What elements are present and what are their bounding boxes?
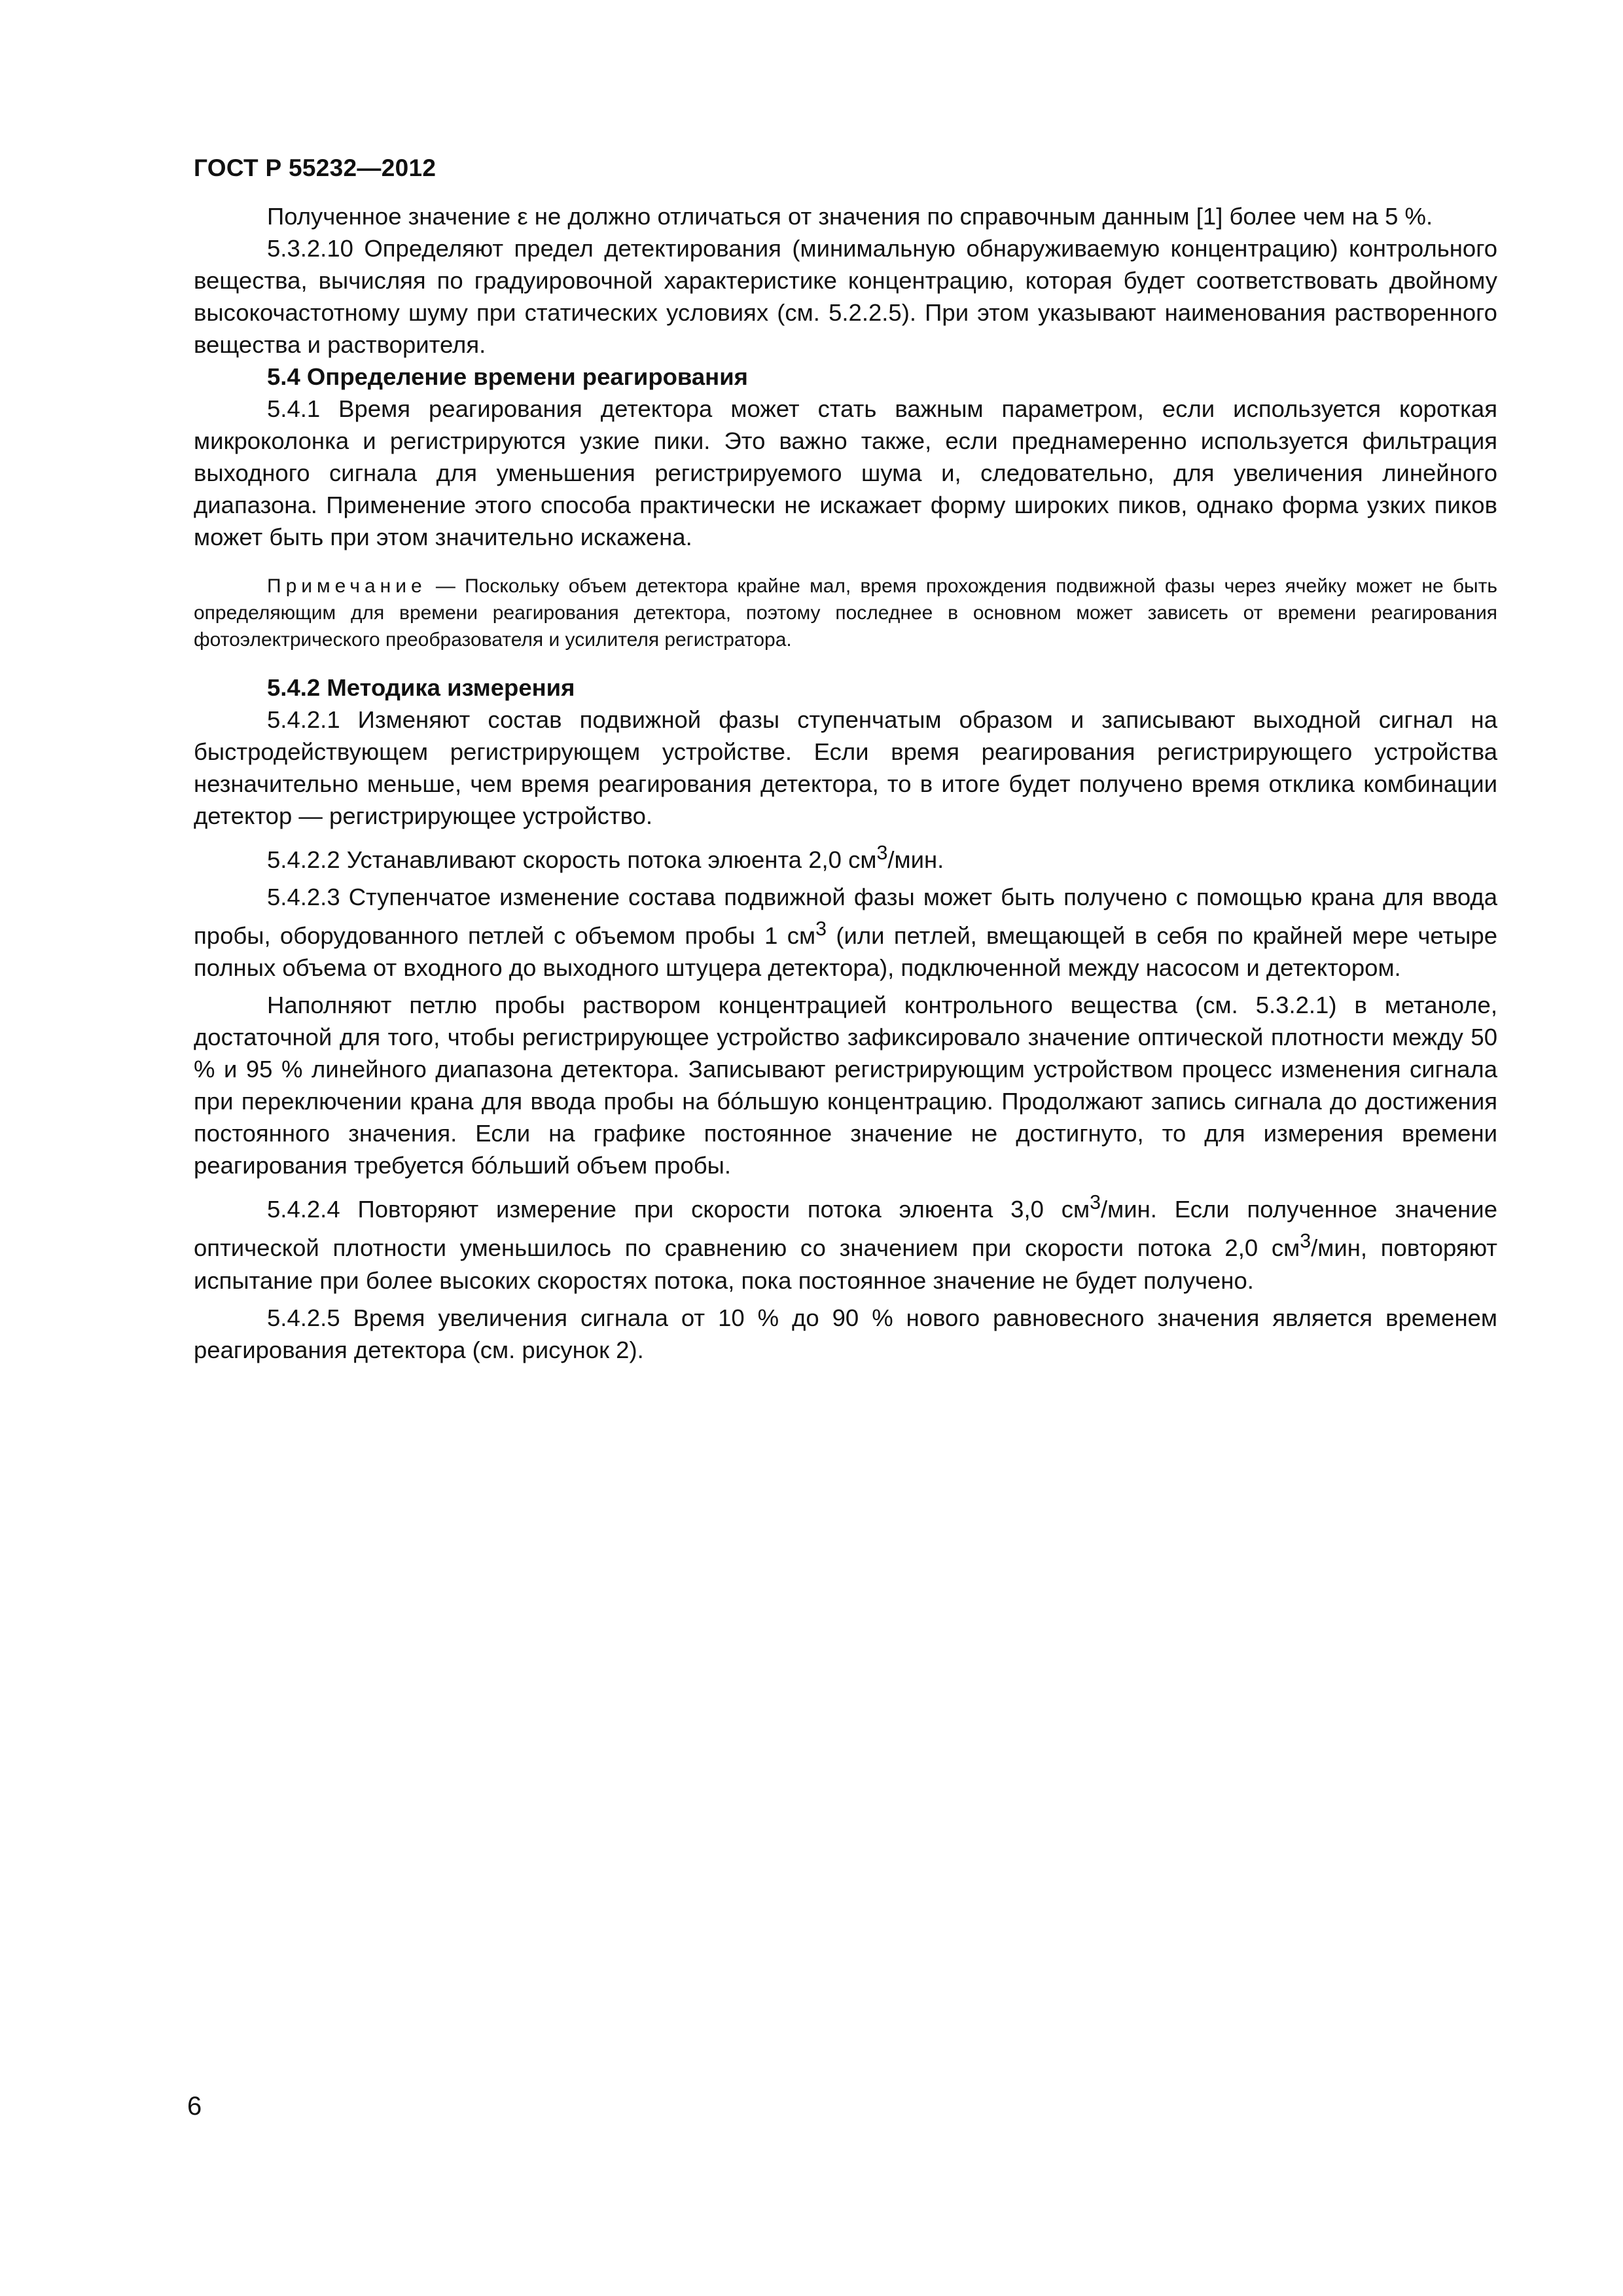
paragraph-5-4-2-1: 5.4.2.1 Изменяют состав подвижной фазы ступенчатым образом и записывают выходной сигнал на быстродействующем регистрирующем устройстве. Если время реагирования регистрирующего устройства незначительно меньше, чем время реагирования детектора, то в итоге будет получено время отклика комбинации детектор — регистрирующее устройство. (194, 706, 1497, 829)
paragraph-5-4-1: 5.4.1 Время реагирования детектора может стать важным параметром, если используется короткая микроколонка и регистрируются узкие пики. Это важно также, если преднамеренно используется фильтрация выходного сигнала для уменьшения регистрируемого шума и, следовательно, для увеличения линейного диапазона. Применение этого способа практически не искажает форму широких пиков, однако форма узких пиков может быть при этом значительно искажена. (194, 395, 1497, 550)
text-segment: 5.4.2.3 Ступенчатое изменение состава подвижной фазы может быть получено с помощью крана для ввода пробы, оборудованного петлей с объемом пробы 1 см (194, 884, 1497, 950)
note-text: — Поскольку объем детектора крайне мал, время прохождения подвижной фазы через ячейку может не быть определяющим для времени реагирования детектора, поэтому последнее в основном может зависеть от времени реагирования фотоэлектрического преобразователя и усилителя регистратора. (194, 575, 1497, 651)
page-content (194, 200, 1497, 1366)
superscript: 3 (815, 918, 827, 941)
text-segment: /мин. (887, 846, 944, 874)
paragraph-fill-loop: Наполняют петлю пробы раствором концентрацией контрольного вещества (см. 5.3.2.1) в метаноле, достаточной для того, чтобы регистрирующее устройство зафиксировало значение оптической плотности между 50 % и 95 % линейного диапазона детектора. Записывают регистрирующим устройством процесс изменения сигнала при переключении крана для ввода пробы на бóльшую концентрацию. Продолжают запись сигнала до достижения постоянного значения. Если на графике постоянное значение не достигнуто, то для измерения времени реагирования требуется бóльший объем пробы. (194, 992, 1497, 1179)
text-segment: /мин, повторяют испытание при более высоких скоростях потока, пока постоянное значение не будет получено. (194, 1234, 1497, 1294)
text-segment: /мин. Если полученное значение оптической плотности уменьшилось по сравнению со значением при скорости потока 2,0 см (194, 1196, 1497, 1262)
text-segment: 5.4.2.2 Устанавливают скорость потока элюента 2,0 см (267, 846, 877, 874)
superscript: 3 (876, 842, 888, 864)
heading-5-4-2: 5.4.2 Методика измерения (267, 674, 575, 701)
superscript: 3 (1090, 1191, 1101, 1214)
superscript: 3 (1300, 1230, 1311, 1253)
page-number: 6 (187, 2092, 202, 2121)
text-segment: 5.4.2.4 Повторяют измерение при скорости потока элюента 3,0 см (267, 1196, 1090, 1223)
paragraph-5-4-2-2 (194, 837, 1497, 876)
document-header: ГОСТ Р 55232—2012 (194, 154, 437, 181)
paragraph-5-4-2-4 (194, 1187, 1497, 1296)
note-paragraph (194, 573, 1497, 653)
paragraph-5-4-2-3 (194, 881, 1497, 984)
paragraph-5-4-2-5: 5.4.2.5 Время увеличения сигнала от 10 % до 90 % нового равновесного значения является временем реагирования детектора (см. рисунок 2). (194, 1304, 1497, 1363)
paragraph-5-3-2-10: 5.3.2.10 Определяют предел детектирования (минимальную обнаруживаемую концентрацию) контрольного вещества, вычисляя по градуировочной характеристике концентрацию, которая будет соответствовать двойному высокочастотному шуму при статических условиях (см. 5.2.2.5). При этом указывают наименования растворенного вещества и растворителя. (194, 235, 1497, 358)
paragraph-result-epsilon: Полученное значение ε не должно отличаться от значения по справочным данным [1] более чем на 5 %. (267, 203, 1433, 230)
heading-5-4: 5.4 Определение времени реагирования (267, 363, 748, 390)
text-segment: (или петлей, вмещающей в себя по крайней мере четыре полных объема от входного до выходного штуцера детектора), подключенной между насосом и детектором. (194, 922, 1497, 982)
note-label: Примечание (267, 575, 427, 597)
